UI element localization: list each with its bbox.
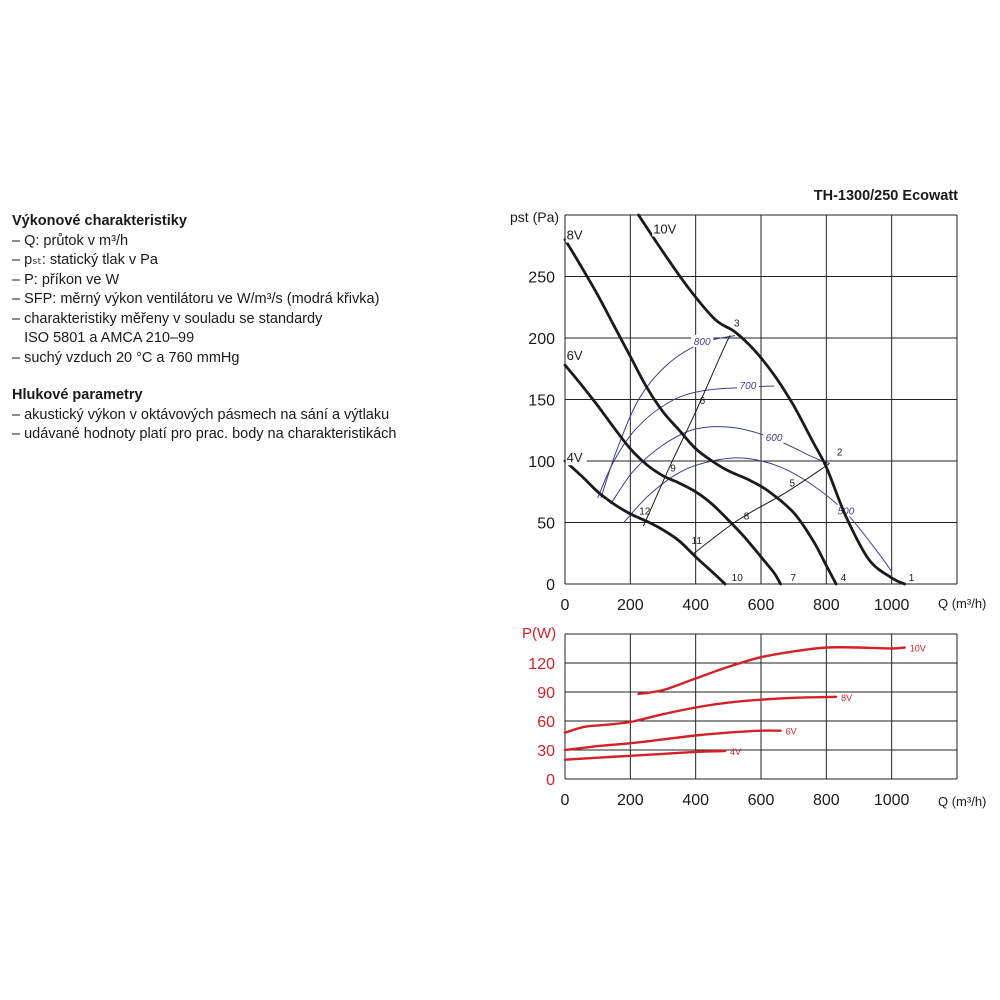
curve-label-10V: 10V	[653, 221, 677, 237]
operating-point-label: 2	[836, 447, 843, 459]
system-curve	[643, 336, 730, 527]
y-tick-label: 90	[537, 685, 555, 702]
power-curve-4V	[565, 751, 725, 760]
x-tick-label: 0	[560, 792, 570, 809]
x-tick-label: 800	[812, 792, 840, 809]
noise-item-validity: – udávané hodnoty platí pro prac. body na charakteristikách	[12, 426, 397, 442]
power-curve-label-6V: 6V	[785, 726, 797, 737]
x-tick-label: 400	[682, 792, 710, 809]
sfp-label-800: 800	[693, 336, 711, 348]
y-tick-label: 120	[528, 656, 555, 673]
x-tick-label: 800	[812, 597, 840, 614]
x-tick-label: 400	[682, 597, 710, 614]
operating-point-label: 5	[789, 478, 796, 490]
operating-point-label: 4	[840, 573, 847, 584]
chart-title: TH-1300/250 Ecowatt	[813, 188, 958, 204]
x-tick-label: 1000	[873, 597, 910, 614]
power-curve-label-4V: 4V	[730, 746, 742, 757]
noise-item-acoustic: – akustický výkon v oktávových pásmech na sání a výtlaku	[12, 406, 390, 423]
x-tick-label: 600	[747, 792, 775, 809]
perf-item-sfp: – SFP: měrný výkon ventilátoru ve W/m³/s (modrá křivka)	[12, 291, 380, 307]
sfp-label-500: 500	[837, 506, 855, 518]
x-tick-label: 1000	[873, 792, 910, 809]
fan-curve-6V	[565, 365, 781, 584]
y-tick-label: 250	[528, 269, 555, 287]
perf-item-power: – P: příkon ve W	[12, 271, 120, 288]
fan-curve-8V	[565, 240, 836, 584]
power-curve-label-10V: 10V	[909, 643, 926, 654]
y-tick-label: 150	[528, 392, 555, 410]
curve-label-6V: 6V	[566, 348, 583, 364]
power-axis-label: P(W)	[522, 625, 557, 642]
x-tick-label: 0	[560, 597, 570, 614]
perf-item-air: – suchý vzduch 20 °C a 760 mmHg	[12, 349, 240, 366]
perf-item-pressure: – pₛₜ: statický tlak v Pa	[12, 252, 158, 268]
operating-point-label: 3	[733, 318, 740, 330]
y-tick-label: 200	[528, 331, 555, 348]
operating-point-label: 1	[908, 573, 915, 584]
x-tick-label: 200	[616, 792, 644, 809]
operating-point-label: 9	[670, 463, 676, 475]
power-x-axis-label: Q (m³/h)	[938, 794, 987, 809]
curve-label-8V: 8V	[566, 227, 583, 243]
y-tick-label: 0	[546, 577, 555, 594]
operating-point-label: 10	[731, 573, 743, 584]
y-tick-label: 0	[546, 772, 555, 789]
perf-item-standards: – charakteristiky měřeny v souladu se standardy	[12, 310, 323, 327]
y-tick-label: 60	[537, 714, 555, 731]
curve-label-4V: 4V	[566, 450, 583, 466]
power-curve-10V	[639, 647, 905, 694]
pressure-axis-label: pst (Pa)	[510, 209, 560, 225]
operating-point-label: 8	[743, 511, 750, 523]
operating-point-label: 11	[691, 536, 702, 548]
operating-point-label: 12	[639, 506, 651, 518]
sfp-label-700: 700	[739, 381, 757, 393]
operating-point-label: 7	[790, 573, 797, 584]
power-curve-label-8V: 8V	[841, 692, 853, 703]
pressure-chart	[510, 188, 986, 614]
sfp-label-600: 600	[765, 432, 783, 444]
y-tick-label: 100	[528, 454, 555, 471]
perf-item-flow: – Q: průtok v m³/h	[12, 232, 129, 249]
perf-item-standards-names: ISO 5801 a AMCA 210–99	[12, 330, 195, 346]
power-chart	[522, 625, 986, 809]
pressure-x-axis-label: Q (m³/h)	[938, 596, 987, 611]
y-tick-label: 50	[537, 515, 555, 533]
x-tick-label: 600	[747, 597, 775, 614]
performance-heading: Výkonové charakteristiky	[12, 213, 187, 229]
noise-heading: Hlukové parametry	[12, 387, 143, 403]
operating-point-label: 6	[699, 395, 706, 407]
y-tick-label: 30	[537, 743, 555, 760]
x-tick-label: 200	[616, 597, 644, 614]
power-curve-6V	[565, 731, 781, 750]
